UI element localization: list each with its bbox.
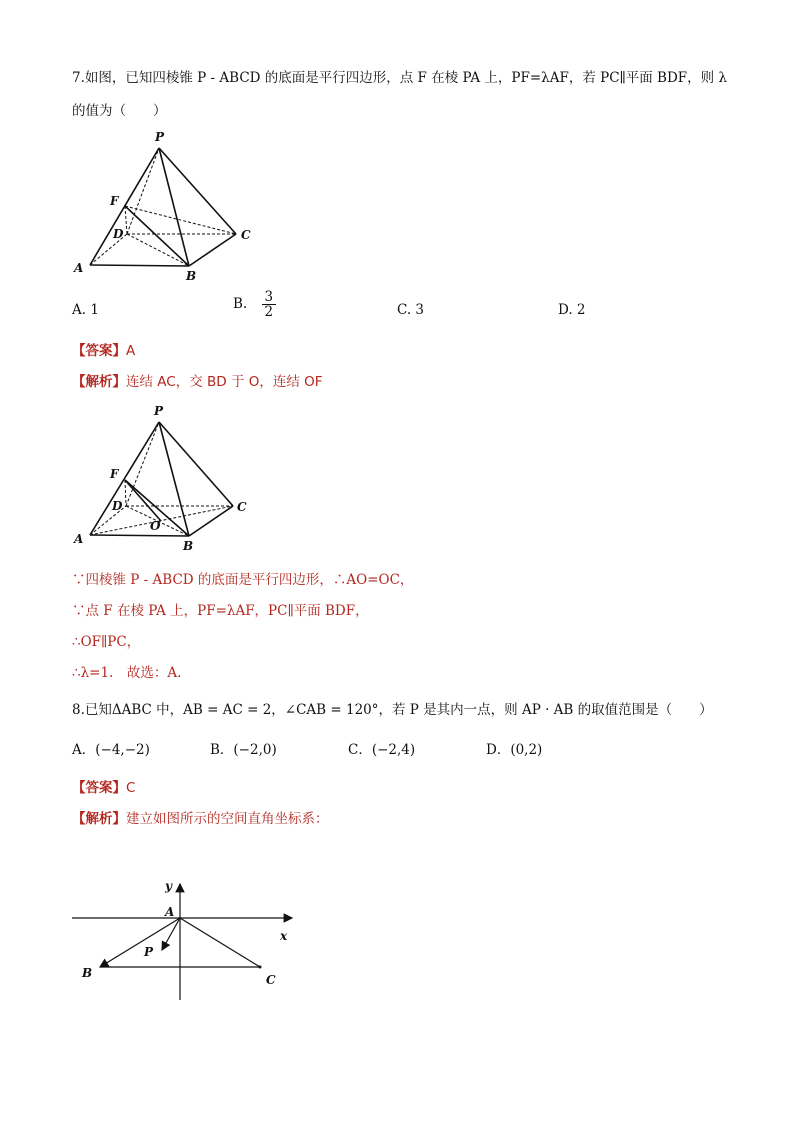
label-O: O <box>150 519 161 533</box>
label-P: P <box>155 130 165 144</box>
label-F: F <box>110 467 119 481</box>
q7-analysis <box>72 370 323 390</box>
q7-pyramid-figure <box>70 126 270 286</box>
answer-tag: 【答案】 <box>72 343 126 359</box>
q7-option-b <box>233 290 276 319</box>
label-A: A <box>165 905 175 919</box>
q7-step-3: ∴OF∥PC， <box>72 634 141 650</box>
label-C: C <box>237 500 247 514</box>
q7-option-b-fraction <box>262 290 277 319</box>
q8-option-a: A．(−4,−2) <box>72 742 150 758</box>
label-x: x <box>280 929 288 943</box>
label-F: F <box>110 194 119 208</box>
fraction-denominator: 2 <box>264 304 274 321</box>
label-B: B <box>186 269 197 283</box>
q7-step-1: ∵四棱锥 P - ABCD 的底面是平行四边形，∴AO=OC， <box>72 572 414 588</box>
q8-stem: 8.已知ΔABC 中，AB = AC = 2，∠CAB = 120°，若 P 是其内一点，则 AP · AB 的取值范围是（ ） <box>72 702 713 718</box>
q7-pyramid-figure-2 <box>70 400 270 555</box>
q7-stem-line2: 的值为（ ） <box>72 103 167 119</box>
label-A: A <box>74 261 84 275</box>
answer-tag: 【答案】 <box>72 780 126 796</box>
q7-stem-line1: 7.如图，已知四棱锥 P - ABCD 的底面是平行四边形，点 F 在棱 PA 上，PF=λAF，若 PC∥平面 BDF，则 λ <box>72 70 728 86</box>
label-B: B <box>183 539 194 553</box>
label-A: A <box>74 532 84 546</box>
q7-option-c: C. 3 <box>397 302 425 318</box>
q7-step-4: ∴λ=1. 故选：A. <box>72 665 182 681</box>
analysis-tag: 【解析】 <box>72 374 126 390</box>
q8-option-d: D．(0,2) <box>486 742 543 758</box>
label-C: C <box>266 973 276 987</box>
answer-value: C <box>126 780 136 796</box>
q8-option-c: C．(−2,4) <box>348 742 416 758</box>
label-B: B <box>82 966 93 980</box>
analysis-text: 连结 AC，交 BD 于 O，连结 OF <box>126 374 323 390</box>
fraction-numerator: 3 <box>262 290 277 305</box>
q8-answer <box>72 776 135 796</box>
q7-option-d: D. 2 <box>558 302 586 318</box>
q8-analysis <box>72 807 329 827</box>
label-y: y <box>165 879 172 893</box>
q7-step-2: ∵点 F 在棱 PA 上，PF=λAF，PC∥平面 BDF， <box>72 603 369 619</box>
label-C: C <box>241 228 251 242</box>
q8-coordinate-figure <box>66 872 306 1002</box>
analysis-text: 建立如图所示的空间直角坐标系： <box>126 811 329 827</box>
label-P: P <box>144 945 154 959</box>
answer-value: A <box>126 343 136 359</box>
label-P: P <box>154 404 164 418</box>
q7-option-a: A. 1 <box>72 302 99 318</box>
analysis-tag: 【解析】 <box>72 811 126 827</box>
q7-answer <box>72 339 135 359</box>
q7-option-b-prefix: B. <box>233 296 248 313</box>
q8-option-b: B．(−2,0) <box>210 742 277 758</box>
label-D: D <box>112 499 123 513</box>
label-D: D <box>113 227 124 241</box>
